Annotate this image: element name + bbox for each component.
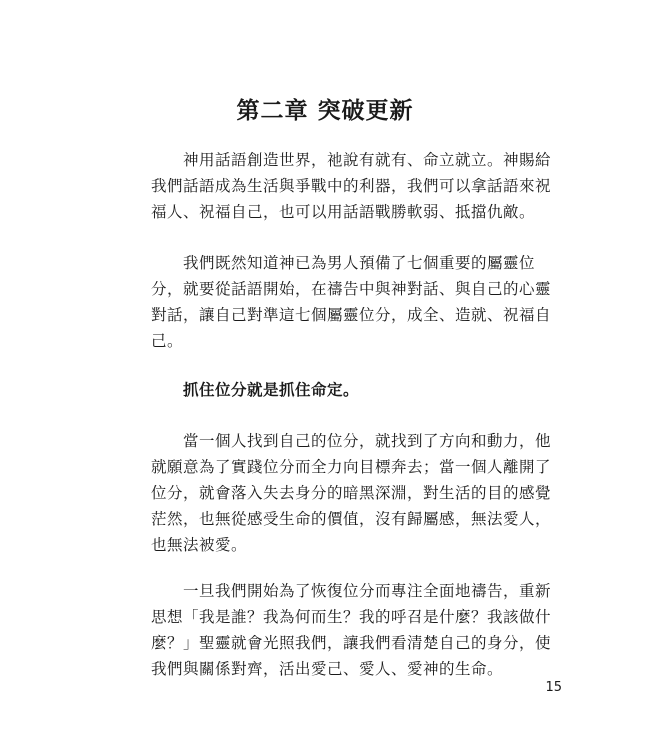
section-subheading: 抓住位分就是抓住命定。 (183, 380, 360, 399)
paragraph-line: 神用話語創造世界，祂說有就有、命立就立。神賜給 (183, 151, 552, 169)
paragraph-line: 分，就要從話語開始，在禱告中與神對話、與自己的心靈 (151, 280, 552, 298)
paragraph-line: 對話，讓自己對準這七個屬靈位分，成全、造就、祝福自 (151, 306, 552, 324)
paragraph-line: 茫然，也無從感受生命的價值，沒有歸屬感，無法愛人， (151, 510, 552, 528)
paragraph-line: 一旦我們開始為了恢復位分而專注全面地禱告，重新 (183, 582, 552, 600)
chapter-title: 第二章 突破更新 (236, 97, 414, 124)
paragraph-2 (151, 250, 552, 354)
paragraph-3 (151, 428, 552, 558)
paragraph-line: 思想「我是誰？我為何而生？我的呼召是什麼？我該做什 (151, 608, 552, 626)
paragraph-line: 我們話語成為生活與爭戰中的利器，我們可以拿話語來祝 (151, 177, 552, 195)
paragraph-line: 位分，就會落入失去身分的暗黑深淵，對生活的目的感覺 (151, 484, 552, 502)
paragraph-line: 當一個人找到自己的位分，就找到了方向和動力，他 (183, 432, 552, 450)
paragraph-line: 我們既然知道神已為男人預備了七個重要的屬靈位 (183, 254, 536, 272)
paragraph-line: 己。 (151, 332, 184, 350)
paragraph-1 (151, 147, 552, 225)
paragraph-line: 麼？」聖靈就會光照我們，讓我們看清楚自己的身分，使 (151, 634, 552, 652)
paragraph-4 (151, 578, 552, 682)
paragraph-line: 也無法被愛。 (151, 536, 248, 554)
paragraph-line: 就願意為了實踐位分而全力向目標奔去；當一個人離開了 (151, 458, 552, 476)
paragraph-line: 我們與關係對齊，活出愛己、愛人、愛神的生命。 (151, 660, 504, 678)
page-number: 15 (545, 680, 562, 695)
paragraph-line: 福人、祝福自己，也可以用話語戰勝軟弱、抵擋仇敵。 (151, 203, 536, 221)
